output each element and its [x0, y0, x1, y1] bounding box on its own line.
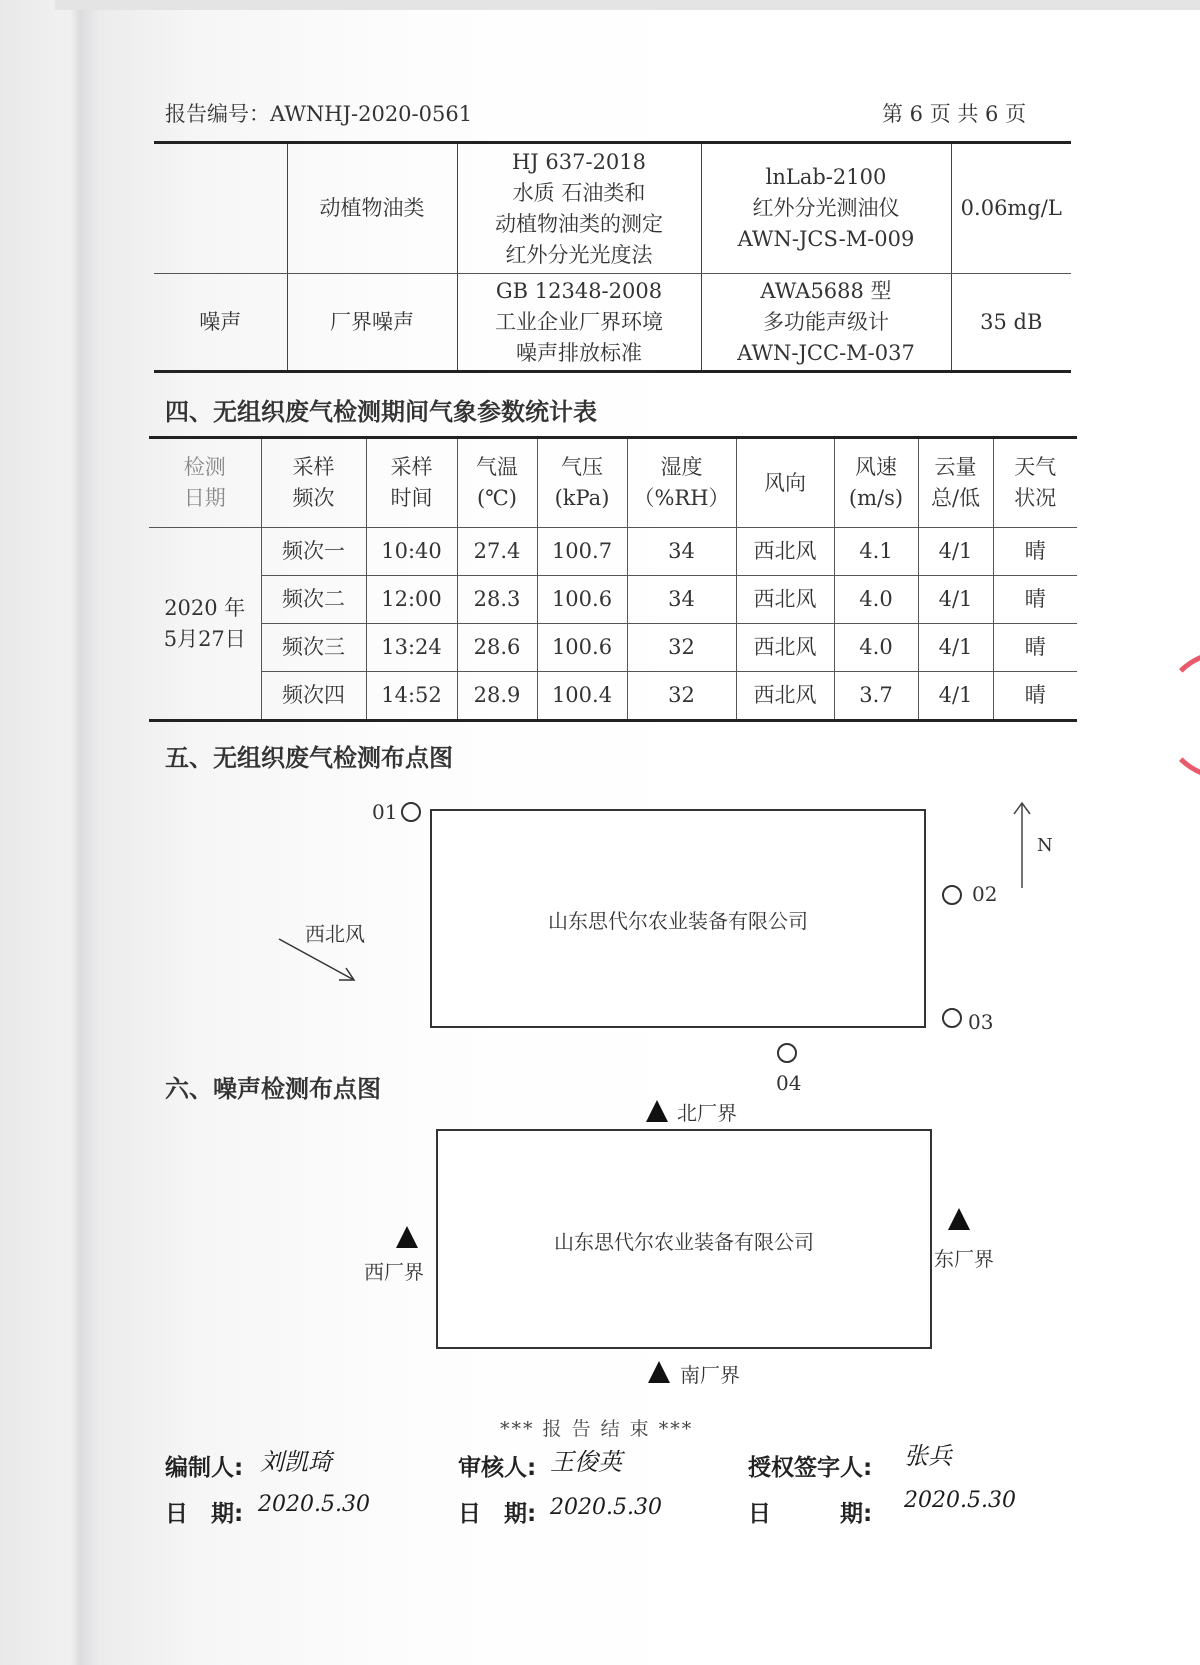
standard-cell	[457, 274, 701, 372]
header-time: 采样 时间	[366, 438, 457, 528]
item-cell: 厂界噪声	[287, 274, 457, 372]
reviewer-label: 审核人:	[458, 1455, 537, 1481]
plant-boundary-box-noise	[436, 1129, 932, 1349]
standard-line: 动植物油类的测定	[495, 211, 663, 236]
wind-speed-cell: 4.1	[834, 528, 918, 576]
wind-speed-cell: 4.0	[834, 624, 918, 672]
date-reviewer: 2020.5.30	[550, 1495, 662, 1520]
table-row	[149, 528, 1077, 576]
limit-cell: 35 dB	[951, 274, 1071, 372]
header-humidity: 湿度 （%RH）	[627, 438, 736, 528]
wind-dir-cell: 西北风	[736, 576, 834, 624]
reviewer-signature: 王俊英	[550, 1448, 622, 1476]
cloud-cell: 4/1	[918, 528, 993, 576]
weather-cell: 晴	[993, 528, 1077, 576]
item-cell: 动植物油类	[287, 143, 457, 274]
instrument-line: AWN-JCC-M-037	[737, 340, 915, 365]
pressure-cell: 100.4	[537, 672, 627, 721]
category-cell: 噪声	[154, 274, 287, 372]
sampling-point-03-icon	[942, 1008, 962, 1028]
instrument-line: AWA5688 型	[760, 278, 892, 303]
report-number: 报告编号：AWNHJ-2020-0561	[165, 102, 473, 126]
cloud-cell: 4/1	[918, 576, 993, 624]
freq-cell: 频次一	[261, 528, 366, 576]
north-label: N	[1037, 835, 1053, 856]
report-end-marker: *** 报 告 结 束 ***	[500, 1418, 694, 1440]
scan-edge	[55, 0, 1200, 10]
standard-line: 噪声排放标准	[516, 340, 642, 365]
instrument-cell	[701, 274, 951, 372]
limit-cell: 0.06mg/L	[951, 143, 1071, 274]
pressure-cell: 100.7	[537, 528, 627, 576]
table-header-row	[149, 438, 1077, 528]
point-label-01: 01	[372, 800, 398, 824]
date-label-signer: 日 期:	[748, 1501, 873, 1527]
pressure-cell: 100.6	[537, 576, 627, 624]
section4-title: 四、无组织废气检测期间气象参数统计表	[165, 398, 597, 426]
sampling-point-01-icon	[401, 802, 421, 822]
wind-arrow-icon	[276, 936, 360, 984]
west-boundary-label: 西厂界	[364, 1260, 424, 1284]
standard-line: 工业企业厂界环境	[495, 309, 663, 334]
company-name-noise: 山东思代尔农业装备有限公司	[554, 1230, 814, 1254]
point-label-04: 04	[776, 1071, 802, 1095]
header-date: 检测 日期	[149, 438, 261, 528]
north-arrow-icon	[1010, 800, 1034, 890]
table-row	[149, 576, 1077, 624]
table-row	[149, 624, 1077, 672]
header-temp: 气温 (℃)	[457, 438, 537, 528]
wind-speed-cell: 4.0	[834, 576, 918, 624]
east-boundary-point-icon	[948, 1208, 970, 1230]
temp-cell: 28.3	[457, 576, 537, 624]
freq-cell: 频次二	[261, 576, 366, 624]
method-table	[154, 141, 1071, 373]
header-weather: 天气 状况	[993, 438, 1077, 528]
time-cell: 12:00	[366, 576, 457, 624]
instrument-line: 多功能声级计	[763, 309, 889, 334]
humidity-cell: 32	[627, 672, 736, 721]
freq-cell: 频次三	[261, 624, 366, 672]
weather-table	[149, 436, 1077, 722]
humidity-cell: 34	[627, 576, 736, 624]
sampling-point-04-icon	[777, 1043, 797, 1063]
temp-cell: 27.4	[457, 528, 537, 576]
date-label-compiler: 日 期:	[165, 1501, 244, 1527]
standard-line: 红外分光光度法	[505, 242, 653, 267]
date-label-reviewer: 日 期:	[458, 1501, 537, 1527]
instrument-line: lnLab-2100	[765, 165, 887, 189]
standard-line: HJ 637-2018	[511, 149, 647, 174]
temp-cell: 28.9	[457, 672, 537, 721]
humidity-cell: 34	[627, 528, 736, 576]
table-row	[149, 672, 1077, 721]
time-cell: 13:24	[366, 624, 457, 672]
instrument-line: 红外分光测油仪	[752, 196, 900, 220]
page-number: 第 6 页 共 6 页	[882, 102, 1027, 126]
instrument-cell	[701, 143, 951, 274]
wind-dir-cell: 西北风	[736, 624, 834, 672]
header-cloud: 云量 总/低	[918, 438, 993, 528]
standard-line: 水质 石油类和	[512, 180, 646, 205]
compiler-label: 编制人:	[165, 1455, 244, 1481]
category-cell	[154, 143, 287, 274]
south-boundary-point-icon	[648, 1361, 670, 1383]
signer-label: 授权签字人:	[748, 1455, 873, 1481]
date-signer: 2020.5.30	[904, 1488, 1016, 1513]
north-boundary-point-icon	[646, 1100, 668, 1122]
time-cell: 14:52	[366, 672, 457, 721]
table-row	[154, 143, 1071, 274]
company-name: 山东思代尔农业装备有限公司	[548, 909, 808, 933]
standard-cell	[457, 143, 701, 274]
cloud-cell: 4/1	[918, 624, 993, 672]
cloud-cell: 4/1	[918, 672, 993, 721]
pressure-cell: 100.6	[537, 624, 627, 672]
instrument-line: AWN-JCS-M-009	[737, 227, 915, 251]
plant-boundary-box	[430, 809, 926, 1028]
standard-line: GB 12348-2008	[495, 278, 663, 303]
date-compiler: 2020.5.30	[258, 1492, 370, 1517]
signer-signature: 张兵	[904, 1442, 952, 1470]
east-boundary-label: 东厂界	[934, 1247, 994, 1271]
header-freq: 采样 频次	[261, 438, 366, 528]
wind-dir-cell: 西北风	[736, 672, 834, 721]
compiler-signature: 刘凯琦	[260, 1448, 332, 1476]
table-row	[154, 274, 1071, 372]
sampling-point-02-icon	[942, 885, 962, 905]
north-boundary-label: 北厂界	[677, 1101, 737, 1125]
weather-cell: 晴	[993, 672, 1077, 721]
header-pressure: 气压 (kPa)	[537, 438, 627, 528]
section6-title: 六、噪声检测布点图	[165, 1075, 381, 1103]
humidity-cell: 32	[627, 624, 736, 672]
wind-direction-label: 西北风	[305, 922, 365, 946]
time-cell: 10:40	[366, 528, 457, 576]
south-boundary-label: 南厂界	[680, 1363, 740, 1387]
wind-speed-cell: 3.7	[834, 672, 918, 721]
freq-cell: 频次四	[261, 672, 366, 721]
wind-dir-cell: 西北风	[736, 528, 834, 576]
section5-title: 五、无组织废气检测布点图	[165, 744, 453, 772]
date-cell: 2020 年 5月27日	[149, 528, 261, 721]
header-wind-speed: 风速 (m/s)	[834, 438, 918, 528]
point-label-03: 03	[968, 1010, 994, 1034]
weather-cell: 晴	[993, 624, 1077, 672]
temp-cell: 28.6	[457, 624, 537, 672]
west-boundary-point-icon	[396, 1226, 418, 1248]
header-wind-dir: 风向	[736, 438, 834, 528]
weather-cell: 晴	[993, 576, 1077, 624]
point-label-02: 02	[972, 882, 998, 906]
